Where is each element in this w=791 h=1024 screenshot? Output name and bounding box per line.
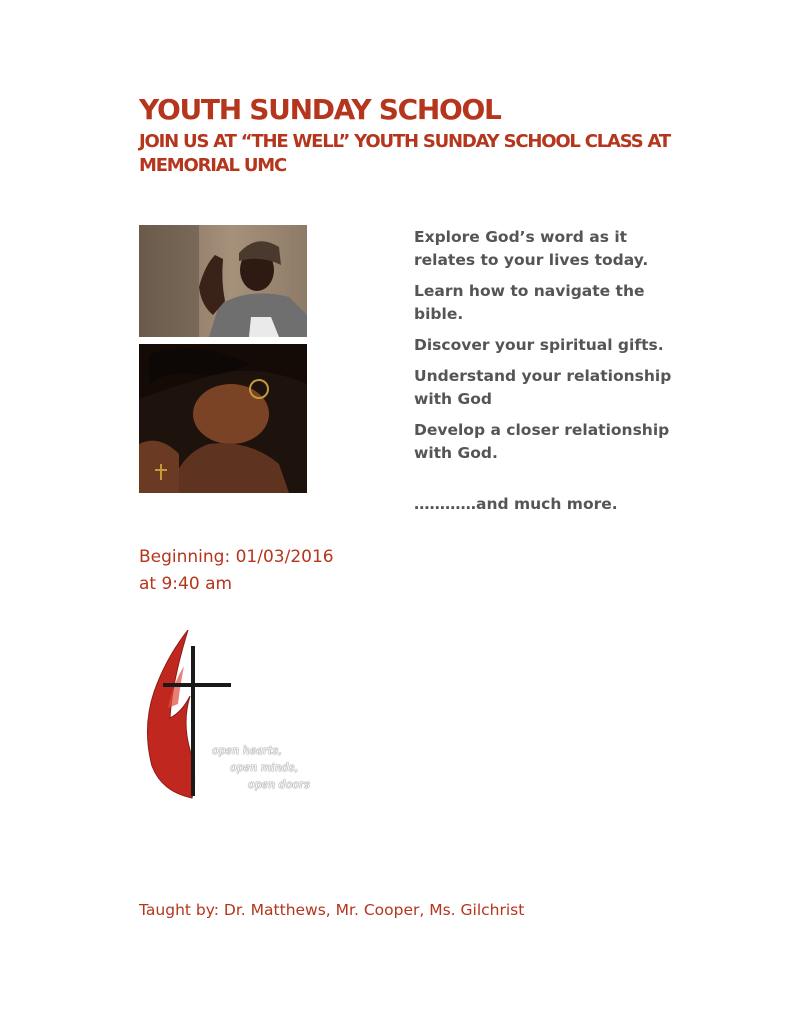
list-item: Develop a closer relationship with God. bbox=[414, 421, 670, 462]
tagline-line: open doors bbox=[248, 778, 310, 791]
praying-man-photo bbox=[139, 225, 307, 337]
page-subtitle: JOIN US AT “THE WELL” YOUTH SUNDAY SCHOOL CLASS AT MEMORIAL UMC bbox=[139, 131, 670, 176]
page-title: YOUTH SUNDAY SCHOOL bbox=[139, 93, 501, 126]
list-item: Learn how to navigate the bible. bbox=[414, 282, 645, 323]
schedule bbox=[139, 544, 334, 598]
start-date: Beginning: 01/03/2016 bbox=[139, 547, 334, 567]
list-item: Discover your spiritual gifts. bbox=[414, 336, 664, 354]
logo-tagline bbox=[212, 742, 310, 793]
start-time: at 9:40 am bbox=[139, 574, 233, 594]
tagline-line: open minds, bbox=[230, 761, 298, 774]
tagline-line: open hearts, bbox=[212, 744, 282, 757]
feature-list bbox=[414, 226, 674, 473]
and-more-text: …………and much more. bbox=[414, 495, 618, 513]
praying-woman-photo bbox=[139, 344, 307, 493]
list-item: Explore God’s word as it relates to your lives today. bbox=[414, 228, 649, 269]
taught-by: Taught by: Dr. Matthews, Mr. Cooper, Ms. Gilchrist bbox=[139, 901, 525, 919]
list-item: Understand your relationship with God bbox=[414, 367, 672, 408]
